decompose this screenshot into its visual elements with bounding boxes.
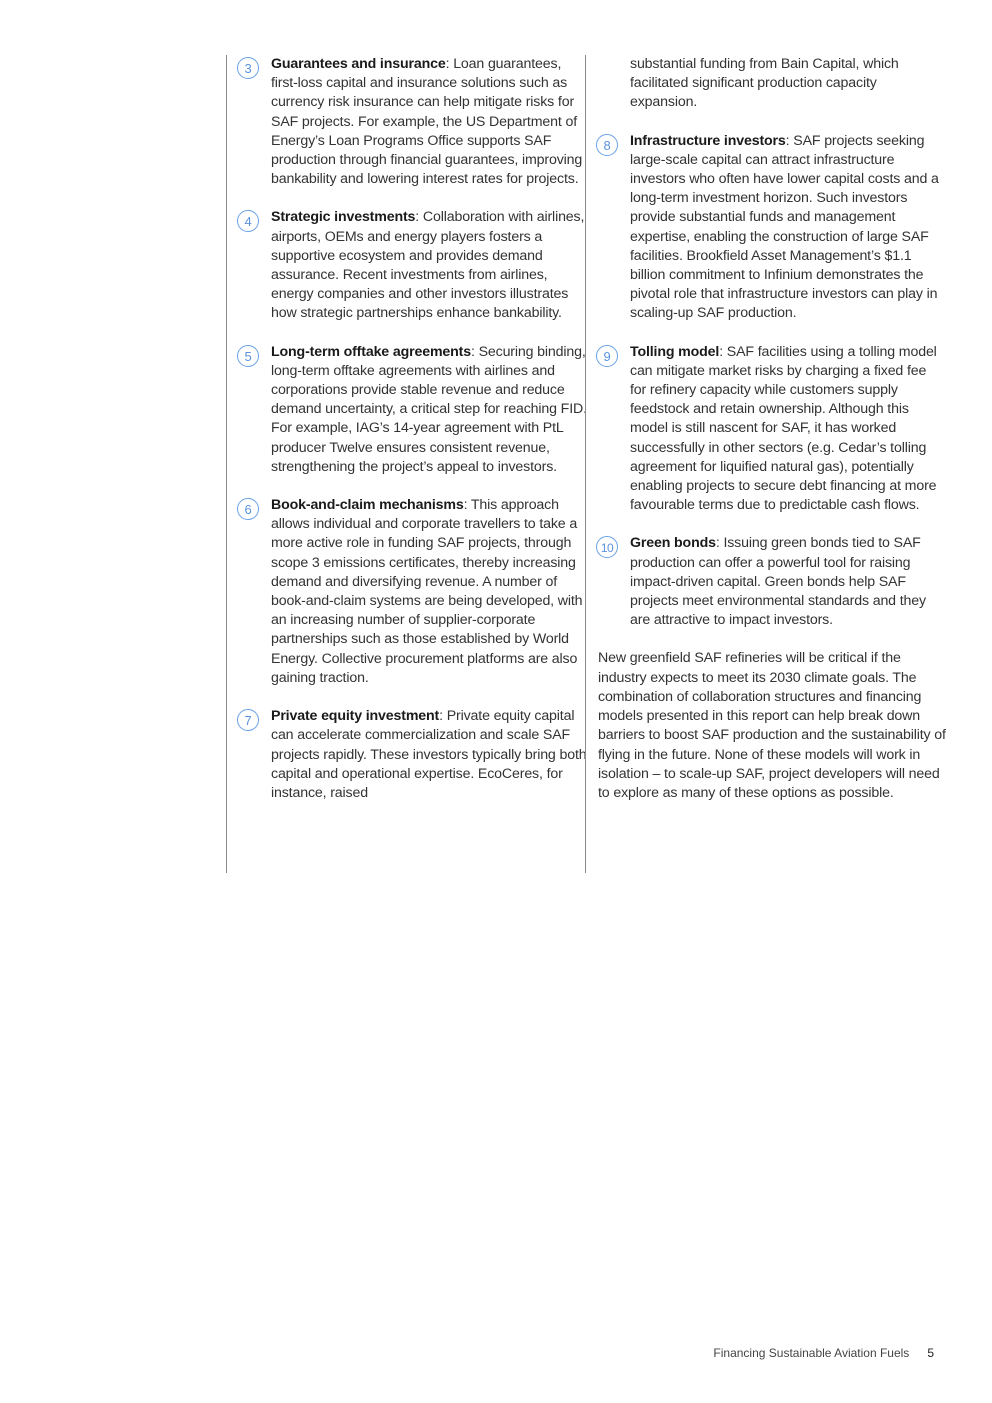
item-body [271,707,587,803]
item-body [271,496,587,688]
number-badge: 6 [237,498,259,520]
item-body [630,132,946,324]
item-body [271,55,587,189]
number-badge: 4 [237,210,259,232]
number-badge: 5 [237,345,259,367]
item-body [271,343,587,477]
list-item-6 [227,496,587,688]
item-title: Private equity investment [271,708,440,725]
list-item-5 [227,343,587,477]
page-footer [713,1346,934,1360]
item-text: : Issuing green bonds tied to SAF production can offer a powerful tool for raising impact-driven capital. Green bonds help SAF projects meet environmental standards and they are attractive to impact investors. [630,535,926,629]
number-badge: 7 [237,709,259,731]
list-item-8 [586,132,946,324]
footer-title: Financing Sustainable Aviation Fuels [713,1346,910,1360]
item-body [630,534,946,630]
list-item-7 [227,707,587,803]
number-badge: 10 [596,536,618,558]
list-item-9 [586,343,946,516]
item-text: : This approach allows individual and corporate travellers to take a more active role in funding SAF projects, through scope 3 emissions certificates, thereby increasing demand and diversifying revenue. A number of book-and-claim systems are being developed, with an increasing number of supplier-corporate partnerships such as those established by World Energy. Collective procurement platforms are also gaining traction. [271,497,583,686]
item-body [271,208,587,323]
continued-text: substantial funding from Bain Capital, which facilitated significant production capacity expansion. [630,56,899,111]
right-column [585,55,946,873]
number-badge: 9 [596,345,618,367]
closing-paragraph: New greenfield SAF refineries will be critical if the industry expects to meet its 2030 climate goals. The combination of collaboration structures and financing models presented in this report can help break down barriers to boost SAF production and the sustainability of flying in the future. None of these models will work in isolation – to scale-up SAF, project developers will need to explore as many of these options as possible. [598,650,946,801]
item-title: Strategic investments [271,209,416,226]
item-text: : SAF projects seeking large-scale capital can attract infrastructure investors who often have lower capital costs and a long-term investment horizon. Such investors provide substantial funds and management expertise, enabling the construction of large SAF facilities. Brookfield Asset Management’s $1.1 billion commitment to Infinium demonstrates the pivotal role that infrastructure investors can play in scaling-up SAF production. [630,132,939,322]
item-title: Long-term offtake agreements [271,343,471,360]
list-item-10 [586,534,946,630]
item-text: : Securing binding, long-term offtake agreements with airlines and corporations provide stable revenue and reduce demand uncertainty, a critical step for reaching FID. For example, IAG’s 14-year agreement with PtL producer Twelve ensures consistent revenue, strengthening the project’s appeal to investors. [271,343,587,475]
number-badge: 8 [596,134,618,156]
left-column [226,55,587,873]
number-badge: 3 [237,57,259,79]
item-title: Infrastructure investors [630,132,786,149]
list-item-3 [227,55,587,189]
item-text: : Loan guarantees, first-loss capital and insurance solutions such as currency risk insurance can help mitigate risks for SAF projects. For example, the US Department of Energy’s Loan Programs Office supports SAF production through financial guarantees, improving bankability and lowering interest rates for projects. [271,56,583,188]
item-text: : SAF facilities using a tolling model can mitigate market risks by charging a fixed fee for refinery capacity while customers supply feedstock and retain ownership. Although this model is still nascent for SAF, it has worked successfully in other sectors (e.g. Cedar’s tolling agreement for liquified natural gas), potentially enabling projects to secure debt financing at more favourable terms due to predictable cash flows. [630,343,937,514]
item-title: Book-and-claim mechanisms [271,497,464,514]
item-body [630,343,946,516]
item-title: Green bonds [630,535,716,552]
item-text: : Private equity capital can accelerate commercialization and scale SAF projects rapidly. These investors typically bring both capital and operational expertise. EcoCeres, for instance, raised [271,708,587,801]
item-title: Tolling model [630,343,720,360]
list-item-4 [227,208,587,323]
page-number: 5 [927,1346,934,1360]
item-title: Guarantees and insurance [271,56,446,72]
item-text: : Collaboration with airlines, airports, OEMs and energy players fosters a supportive ecosystem and provides demand assurance. Recent investments from airlines, energy companies and other investors illustrates how strategic partnerships enhance bankability. [271,209,585,322]
